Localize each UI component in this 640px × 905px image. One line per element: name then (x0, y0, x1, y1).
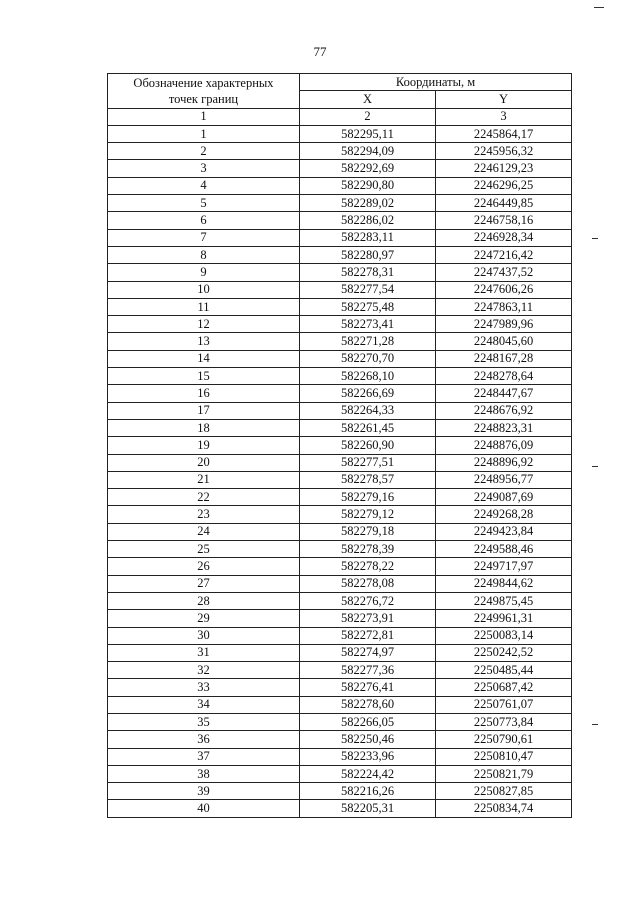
x-coordinate-cell: 582275,48 (300, 298, 436, 315)
point-number-cell: 9 (108, 264, 300, 281)
x-coordinate-cell: 582261,45 (300, 419, 436, 436)
table-row (108, 212, 572, 229)
y-coordinate-cell: 2250827,85 (436, 783, 572, 800)
table-row (108, 143, 572, 160)
point-number-cell: 4 (108, 177, 300, 194)
x-coordinate-cell: 582278,22 (300, 558, 436, 575)
y-coordinate-cell: 2248676,92 (436, 402, 572, 419)
point-number-cell: 7 (108, 229, 300, 246)
y-coordinate-cell: 2247606,26 (436, 281, 572, 298)
x-coordinate-cell: 582295,11 (300, 125, 436, 142)
table-row (108, 316, 572, 333)
point-number-cell: 26 (108, 558, 300, 575)
x-coordinate-cell: 582273,91 (300, 610, 436, 627)
x-coordinate-cell: 582274,97 (300, 644, 436, 661)
table-row (108, 592, 572, 609)
point-number-cell: 14 (108, 350, 300, 367)
table-row (108, 385, 572, 402)
x-coordinate-cell: 582278,31 (300, 264, 436, 281)
margin-tick (592, 238, 598, 239)
point-number-cell: 21 (108, 471, 300, 488)
margin-tick (592, 724, 598, 725)
table-row (108, 783, 572, 800)
point-number-cell: 15 (108, 368, 300, 385)
point-number-cell: 33 (108, 679, 300, 696)
y-coordinate-cell: 2248447,67 (436, 385, 572, 402)
table-row (108, 195, 572, 212)
x-coordinate-cell: 582278,57 (300, 471, 436, 488)
x-coordinate-cell: 582216,26 (300, 783, 436, 800)
table-row (108, 558, 572, 575)
x-coordinate-cell: 582224,42 (300, 765, 436, 782)
corner-mark (594, 7, 604, 8)
table-row (108, 368, 572, 385)
y-coordinate-cell: 2247989,96 (436, 316, 572, 333)
x-coordinate-cell: 582277,54 (300, 281, 436, 298)
table-row (108, 419, 572, 436)
x-coordinate-cell: 582283,11 (300, 229, 436, 246)
x-coordinate-cell: 582290,80 (300, 177, 436, 194)
table-row (108, 575, 572, 592)
column-number-2: 2 (300, 108, 436, 125)
table-row (108, 644, 572, 661)
point-number-cell: 24 (108, 523, 300, 540)
point-number-cell: 31 (108, 644, 300, 661)
column-number-3: 3 (436, 108, 572, 125)
point-number-cell: 19 (108, 437, 300, 454)
point-number-cell: 36 (108, 731, 300, 748)
table-row (108, 350, 572, 367)
point-number-cell: 37 (108, 748, 300, 765)
x-coordinate-cell: 582266,69 (300, 385, 436, 402)
table-row (108, 298, 572, 315)
table-row (108, 177, 572, 194)
x-coordinate-cell: 582279,16 (300, 489, 436, 506)
table-row (108, 679, 572, 696)
y-coordinate-cell: 2248278,64 (436, 368, 572, 385)
y-coordinate-cell: 2250083,14 (436, 627, 572, 644)
y-coordinate-cell: 2245956,32 (436, 143, 572, 160)
table-row (108, 800, 572, 817)
y-coordinate-cell: 2249961,31 (436, 610, 572, 627)
y-coordinate-cell: 2246758,16 (436, 212, 572, 229)
x-coordinate-cell: 582286,02 (300, 212, 436, 229)
point-number-cell: 39 (108, 783, 300, 800)
y-coordinate-cell: 2246296,25 (436, 177, 572, 194)
point-number-cell: 11 (108, 298, 300, 315)
y-coordinate-cell: 2249588,46 (436, 541, 572, 558)
y-coordinate-cell: 2250761,07 (436, 696, 572, 713)
x-coordinate-cell: 582292,69 (300, 160, 436, 177)
y-coordinate-cell: 2249717,97 (436, 558, 572, 575)
table-header (108, 74, 572, 126)
header-coordinates: Координаты, м (300, 74, 572, 91)
y-coordinate-cell: 2249087,69 (436, 489, 572, 506)
x-coordinate-cell: 582276,41 (300, 679, 436, 696)
point-number-cell: 16 (108, 385, 300, 402)
table-row (108, 731, 572, 748)
table-row (108, 506, 572, 523)
point-number-cell: 5 (108, 195, 300, 212)
table-row (108, 437, 572, 454)
table-row (108, 281, 572, 298)
table-row (108, 541, 572, 558)
table-row (108, 523, 572, 540)
y-coordinate-cell: 2250834,74 (436, 800, 572, 817)
table-row (108, 748, 572, 765)
point-number-cell: 38 (108, 765, 300, 782)
table-row (108, 627, 572, 644)
x-coordinate-cell: 582272,81 (300, 627, 436, 644)
x-coordinate-cell: 582280,97 (300, 246, 436, 263)
coordinates-table (107, 73, 572, 818)
point-number-cell: 23 (108, 506, 300, 523)
x-coordinate-cell: 582278,39 (300, 541, 436, 558)
table-row (108, 229, 572, 246)
point-number-cell: 20 (108, 454, 300, 471)
x-coordinate-cell: 582279,18 (300, 523, 436, 540)
y-coordinate-cell: 2247437,52 (436, 264, 572, 281)
point-number-cell: 2 (108, 143, 300, 160)
header-point-designation-line1: Обозначение характерных (133, 75, 274, 90)
header-point-designation-line2: точек границ (168, 91, 239, 106)
table-row (108, 125, 572, 142)
table-row (108, 765, 572, 782)
table-body (108, 125, 572, 817)
y-coordinate-cell: 2248956,77 (436, 471, 572, 488)
header-y: Y (436, 91, 572, 108)
y-coordinate-cell: 2249844,62 (436, 575, 572, 592)
x-coordinate-cell: 582260,90 (300, 437, 436, 454)
table-row (108, 246, 572, 263)
point-number-cell: 30 (108, 627, 300, 644)
point-number-cell: 25 (108, 541, 300, 558)
y-coordinate-cell: 2249423,84 (436, 523, 572, 540)
table-row (108, 662, 572, 679)
x-coordinate-cell: 582250,46 (300, 731, 436, 748)
point-number-cell: 28 (108, 592, 300, 609)
y-coordinate-cell: 2250242,52 (436, 644, 572, 661)
table-row (108, 696, 572, 713)
table-row (108, 489, 572, 506)
x-coordinate-cell: 582294,09 (300, 143, 436, 160)
point-number-cell: 40 (108, 800, 300, 817)
point-number-cell: 17 (108, 402, 300, 419)
y-coordinate-cell: 2248876,09 (436, 437, 572, 454)
table-row (108, 264, 572, 281)
x-coordinate-cell: 582233,96 (300, 748, 436, 765)
point-number-cell: 32 (108, 662, 300, 679)
table-row (108, 160, 572, 177)
y-coordinate-cell: 2246928,34 (436, 229, 572, 246)
header-point-designation (108, 74, 300, 109)
x-coordinate-cell: 582289,02 (300, 195, 436, 212)
y-coordinate-cell: 2248045,60 (436, 333, 572, 350)
table-row (108, 454, 572, 471)
x-coordinate-cell: 582276,72 (300, 592, 436, 609)
point-number-cell: 13 (108, 333, 300, 350)
y-coordinate-cell: 2249268,28 (436, 506, 572, 523)
header-x: X (300, 91, 436, 108)
y-coordinate-cell: 2245864,17 (436, 125, 572, 142)
x-coordinate-cell: 582271,28 (300, 333, 436, 350)
x-coordinate-cell: 582277,51 (300, 454, 436, 471)
y-coordinate-cell: 2250485,44 (436, 662, 572, 679)
x-coordinate-cell: 582278,60 (300, 696, 436, 713)
y-coordinate-cell: 2247216,42 (436, 246, 572, 263)
x-coordinate-cell: 582277,36 (300, 662, 436, 679)
y-coordinate-cell: 2246129,23 (436, 160, 572, 177)
point-number-cell: 18 (108, 419, 300, 436)
y-coordinate-cell: 2250773,84 (436, 713, 572, 730)
page-number: 77 (313, 44, 327, 59)
y-coordinate-cell: 2250810,47 (436, 748, 572, 765)
column-number-1: 1 (108, 108, 300, 125)
x-coordinate-cell: 582268,10 (300, 368, 436, 385)
table-row (108, 471, 572, 488)
y-coordinate-cell: 2250687,42 (436, 679, 572, 696)
table-row (108, 333, 572, 350)
table-row (108, 402, 572, 419)
x-coordinate-cell: 582270,70 (300, 350, 436, 367)
x-coordinate-cell: 582205,31 (300, 800, 436, 817)
y-coordinate-cell: 2248823,31 (436, 419, 572, 436)
point-number-cell: 6 (108, 212, 300, 229)
point-number-cell: 3 (108, 160, 300, 177)
table-row (108, 713, 572, 730)
x-coordinate-cell: 582273,41 (300, 316, 436, 333)
point-number-cell: 10 (108, 281, 300, 298)
x-coordinate-cell: 582266,05 (300, 713, 436, 730)
y-coordinate-cell: 2247863,11 (436, 298, 572, 315)
x-coordinate-cell: 582278,08 (300, 575, 436, 592)
point-number-cell: 12 (108, 316, 300, 333)
point-number-cell: 35 (108, 713, 300, 730)
point-number-cell: 34 (108, 696, 300, 713)
y-coordinate-cell: 2249875,45 (436, 592, 572, 609)
table-row (108, 610, 572, 627)
y-coordinate-cell: 2246449,85 (436, 195, 572, 212)
x-coordinate-cell: 582279,12 (300, 506, 436, 523)
y-coordinate-cell: 2248896,92 (436, 454, 572, 471)
margin-tick (592, 466, 598, 467)
point-number-cell: 1 (108, 125, 300, 142)
y-coordinate-cell: 2250821,79 (436, 765, 572, 782)
point-number-cell: 27 (108, 575, 300, 592)
y-coordinate-cell: 2248167,28 (436, 350, 572, 367)
point-number-cell: 8 (108, 246, 300, 263)
point-number-cell: 29 (108, 610, 300, 627)
y-coordinate-cell: 2250790,61 (436, 731, 572, 748)
point-number-cell: 22 (108, 489, 300, 506)
x-coordinate-cell: 582264,33 (300, 402, 436, 419)
